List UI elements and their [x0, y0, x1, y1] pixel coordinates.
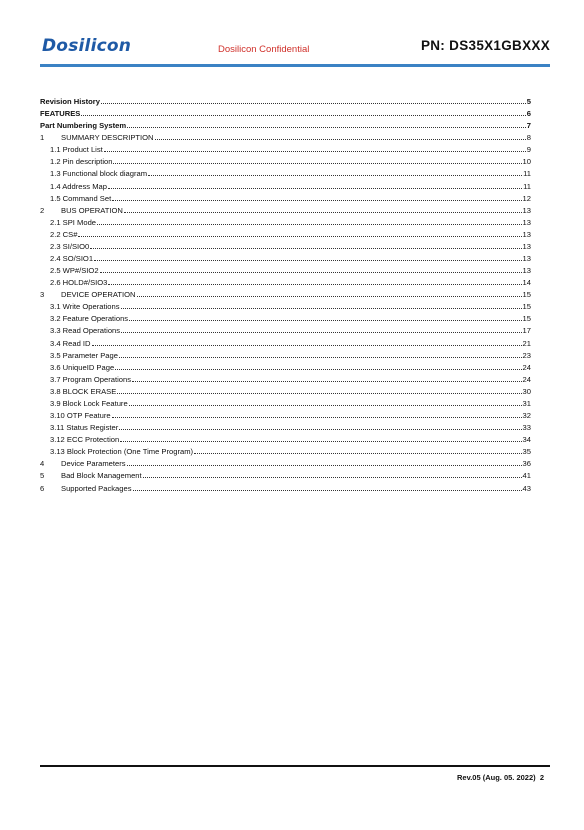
toc-entry-label: 3.8 BLOCK ERASE — [50, 386, 117, 396]
toc-entry[interactable] — [40, 265, 531, 277]
toc-dot-leader — [104, 151, 526, 152]
toc-dot-leader — [119, 357, 522, 358]
toc-entry[interactable] — [40, 217, 531, 229]
toc-entry-label: 2.1 SPI Mode — [50, 217, 97, 227]
toc-entry-label: 1.2 Pin description — [50, 157, 113, 167]
toc-entry-page: 13 — [522, 241, 531, 251]
toc-entry-page: 13 — [522, 254, 531, 264]
toc-entry-label: 2.5 WP#/SIO2 — [50, 266, 99, 276]
toc-entry[interactable] — [40, 374, 531, 386]
toc-entry-page: 6 — [526, 109, 531, 119]
toc-dot-leader — [90, 248, 521, 249]
toc-entry-label: 3.1 Write Operations — [50, 302, 120, 312]
toc-entry-number: 3 — [40, 290, 45, 300]
toc-entry-page: 36 — [522, 459, 531, 469]
toc-entry[interactable] — [40, 277, 531, 289]
toc-entry-page: 30 — [522, 386, 531, 396]
toc-entry-page: 12 — [522, 193, 531, 203]
toc-entry-page: 15 — [522, 314, 531, 324]
toc-dot-leader — [97, 224, 522, 225]
toc-entry-page: 9 — [526, 145, 531, 155]
toc-entry[interactable] — [40, 470, 531, 482]
toc-entry[interactable] — [40, 325, 531, 337]
toc-entry[interactable] — [40, 398, 531, 410]
toc-entry-page: 31 — [522, 398, 531, 408]
toc-entry[interactable] — [40, 410, 531, 422]
toc-dot-leader — [194, 453, 521, 454]
toc-dot-leader — [129, 320, 521, 321]
toc-entry-page: 23 — [522, 350, 531, 360]
toc-entry-label: 2.4 SO/SIO1 — [50, 254, 94, 264]
confidential-label: Dosilicon Confidential — [218, 44, 310, 55]
toc-dot-leader — [121, 332, 521, 333]
toc-dot-leader — [112, 200, 521, 201]
page-footer — [457, 773, 544, 782]
toc-entry-label: 2.2 CS# — [50, 229, 78, 239]
toc-dot-leader — [112, 417, 522, 418]
toc-entry[interactable] — [40, 289, 531, 301]
toc-entry-page: 14 — [522, 278, 531, 288]
toc-entry[interactable] — [40, 386, 531, 398]
toc-entry-label: 3.7 Program Operations — [50, 374, 132, 384]
toc-entry-label: Bad Block Management — [61, 471, 142, 481]
toc-entry-page: 34 — [522, 435, 531, 445]
toc-entry[interactable] — [40, 168, 531, 180]
toc-dot-leader — [124, 212, 522, 213]
toc-entry-page: 41 — [522, 471, 531, 481]
toc-entry-label: 1.4 Address Map — [50, 181, 107, 191]
toc-entry-page: 43 — [522, 483, 531, 493]
toc-entry[interactable] — [40, 253, 531, 265]
toc-entry-page: 10 — [522, 157, 531, 167]
revision-label: Rev.05 (Aug. 05. 2022) — [457, 773, 536, 782]
toc-dot-leader — [108, 188, 522, 189]
toc-entry-label: 3.4 Read ID — [50, 338, 91, 348]
toc-entry-page: 32 — [522, 411, 531, 421]
toc-entry[interactable] — [40, 132, 531, 144]
toc-entry[interactable] — [40, 422, 531, 434]
toc-entry-label: Part Numbering System — [40, 121, 127, 131]
toc-entry-label: 3.10 OTP Feature — [50, 411, 111, 421]
toc-entry-label: 3.5 Parameter Page — [50, 350, 118, 360]
toc-entry-page: 8 — [526, 133, 531, 143]
part-number: PN: DS35X1GBXXX — [420, 38, 550, 53]
toc-entry[interactable] — [40, 458, 531, 470]
toc-dot-leader — [101, 103, 526, 104]
company-logo: Dosilicon — [42, 36, 132, 56]
toc-entry[interactable] — [40, 96, 531, 108]
toc-entry[interactable] — [40, 144, 531, 156]
toc-entry[interactable] — [40, 313, 531, 325]
toc-entry[interactable] — [40, 434, 531, 446]
toc-entry-page: 17 — [522, 326, 531, 336]
toc-entry[interactable] — [40, 120, 531, 132]
toc-dot-leader — [148, 175, 522, 176]
toc-dot-leader — [133, 490, 522, 491]
toc-entry[interactable] — [40, 205, 531, 217]
toc-entry-page: 35 — [522, 447, 531, 457]
toc-entry[interactable] — [40, 108, 531, 120]
toc-dot-leader — [81, 115, 525, 116]
toc-entry[interactable] — [40, 338, 531, 350]
toc-entry-page: 13 — [522, 217, 531, 227]
toc-entry-label: DEVICE OPERATION — [61, 290, 136, 300]
page-header — [40, 36, 550, 64]
toc-entry-page: 24 — [522, 374, 531, 384]
toc-entry-number: 1 — [40, 133, 45, 143]
toc-dot-leader — [127, 465, 522, 466]
toc-entry-page: 11 — [523, 181, 531, 191]
toc-entry-page: 24 — [522, 362, 531, 372]
toc-entry-page: 13 — [522, 205, 531, 215]
toc-dot-leader — [121, 308, 522, 309]
toc-entry-number: 5 — [40, 471, 45, 481]
toc-entry-label: SUMMARY DESCRIPTION — [61, 133, 154, 143]
toc-entry[interactable] — [40, 229, 531, 241]
toc-dot-leader — [100, 272, 522, 273]
toc-dot-leader — [127, 127, 526, 128]
toc-entry-label: 3.6 UniqueID Page — [50, 362, 115, 372]
toc-entry[interactable] — [40, 193, 531, 205]
toc-dot-leader — [143, 477, 522, 478]
toc-entry[interactable] — [40, 301, 531, 313]
toc-dot-leader — [155, 139, 526, 140]
toc-dot-leader — [119, 429, 521, 430]
toc-entry-label: 3.13 Block Protection (One Time Program) — [50, 447, 194, 457]
toc-entry-label: 3.9 Block Lock Feature — [50, 398, 128, 408]
toc-entry-page: 13 — [522, 266, 531, 276]
toc-dot-leader — [115, 369, 521, 370]
toc-entry-label: 2.6 HOLD#/SIO3 — [50, 278, 108, 288]
toc-entry-label: 1.5 Command Set — [50, 193, 112, 203]
table-of-contents — [40, 96, 531, 495]
toc-entry[interactable] — [40, 446, 531, 458]
toc-entry-page: 11 — [523, 169, 531, 179]
toc-dot-leader — [132, 381, 522, 382]
toc-entry-page: 33 — [522, 423, 531, 433]
toc-dot-leader — [108, 284, 521, 285]
toc-entry-label: 3.3 Read Operations — [50, 326, 121, 336]
toc-entry-number: 2 — [40, 205, 45, 215]
toc-entry-label: 3.11 Status Register — [50, 423, 119, 433]
toc-dot-leader — [92, 345, 522, 346]
toc-dot-leader — [78, 236, 521, 237]
header-divider — [40, 64, 550, 67]
toc-dot-leader — [94, 260, 521, 261]
toc-entry-label: BUS OPERATION — [61, 205, 123, 215]
toc-entry-label: 1.1 Product List — [50, 145, 103, 155]
toc-entry-label: FEATURES — [40, 109, 81, 119]
toc-entry[interactable] — [40, 350, 531, 362]
toc-entry-page: 15 — [522, 290, 531, 300]
page-number: 2 — [539, 773, 544, 782]
toc-entry[interactable] — [40, 483, 531, 495]
footer-divider — [40, 765, 550, 767]
toc-entry-page: 21 — [522, 338, 531, 348]
toc-dot-leader — [113, 163, 521, 164]
toc-entry-label: Device Parameters — [61, 459, 126, 469]
toc-entry-page: 15 — [522, 302, 531, 312]
toc-dot-leader — [137, 296, 522, 297]
toc-entry-label: Supported Packages — [61, 483, 132, 493]
toc-entry[interactable] — [40, 241, 531, 253]
toc-dot-leader — [120, 441, 521, 442]
toc-entry[interactable] — [40, 181, 531, 193]
toc-entry-page: 5 — [526, 97, 531, 106]
toc-entry-page: 7 — [526, 121, 531, 131]
toc-entry-label: 2.3 SI/SIO0 — [50, 241, 90, 251]
toc-entry[interactable] — [40, 362, 531, 374]
toc-entry-page: 13 — [522, 229, 531, 239]
toc-dot-leader — [117, 393, 521, 394]
toc-dot-leader — [129, 405, 522, 406]
toc-entry-label: Revision History — [40, 97, 100, 106]
toc-entry-label: 3.2 Feature Operations — [50, 314, 129, 324]
toc-entry-label: 1.3 Functional block diagram — [50, 169, 148, 179]
toc-entry-label: 3.12 ECC Protection — [50, 435, 120, 445]
toc-entry-number: 4 — [40, 459, 45, 469]
toc-entry[interactable] — [40, 156, 531, 168]
toc-entry-number: 6 — [40, 483, 45, 493]
